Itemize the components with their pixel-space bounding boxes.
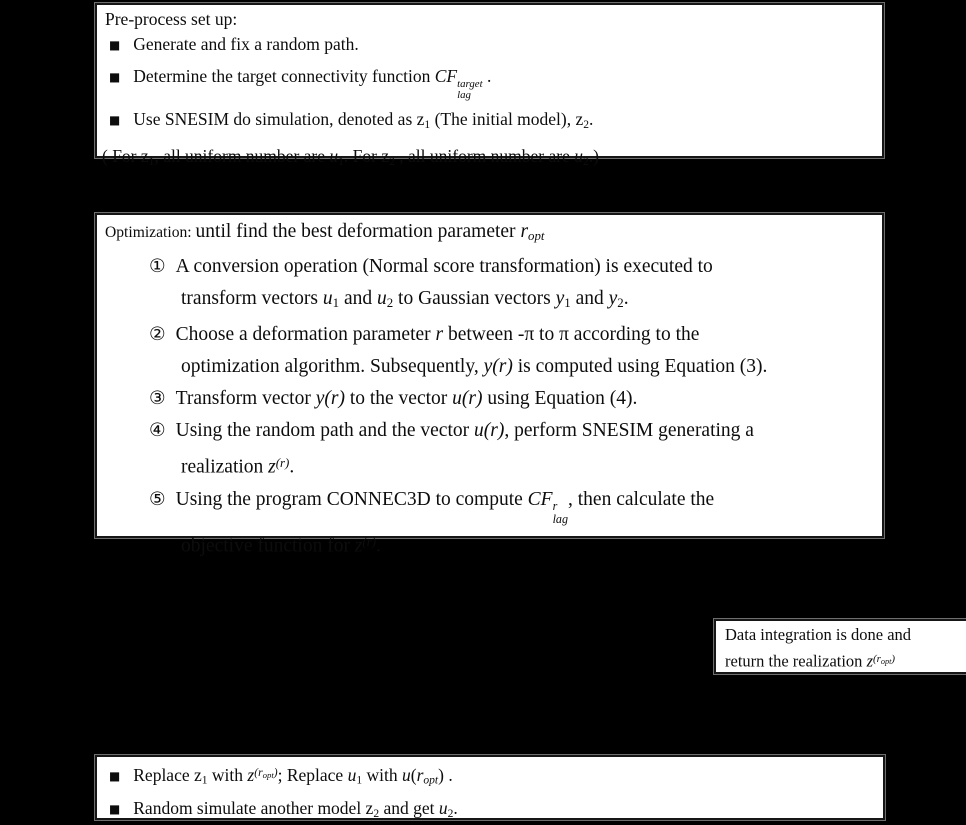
text-segment: Using the program CONNEC3D to compute — [175, 488, 528, 510]
text-segment: with — [362, 764, 402, 785]
data-integration-box — [714, 619, 966, 674]
circled-number: ② — [149, 324, 166, 346]
text-segment: 2 — [583, 118, 590, 131]
text-segment: 1 — [332, 296, 340, 311]
text-segment: u(r) — [473, 420, 505, 442]
text-segment: optimization algorithm. Subsequently, — [181, 356, 484, 378]
text-segment: 1 — [338, 155, 344, 168]
text-line — [97, 102, 882, 142]
text-segment: . — [453, 797, 458, 818]
square-bullet-icon: ■ — [109, 38, 121, 53]
text-segment: Replace z — [133, 764, 202, 785]
text-segment: until find the best deformation parameter — [195, 221, 521, 242]
circled-number: ⑤ — [149, 488, 166, 510]
text-segment: u — [329, 145, 339, 166]
text-line — [97, 351, 882, 383]
text-segment: objective function for — [181, 535, 355, 557]
square-bullet-icon: ■ — [109, 70, 121, 85]
text-segment: to Gaussian vectors — [393, 288, 556, 310]
text-segment: u(r) — [452, 388, 483, 410]
text-segment: using Equation (4). — [482, 388, 638, 410]
text-segment: 2 — [386, 296, 394, 311]
text-segment: return the realization — [725, 651, 867, 671]
text-segment: (r — [254, 767, 263, 779]
text-segment: and — [570, 288, 609, 310]
text-segment: 1 — [424, 118, 431, 131]
text-segment: Use SNESIM do simulation, denoted as z — [133, 109, 425, 130]
text-segment: u — [574, 145, 583, 166]
text-segment: ; Replace — [277, 764, 348, 785]
text-segment: 2 — [373, 807, 380, 820]
text-line — [97, 795, 883, 825]
text-segment: (The initial model), z — [430, 109, 584, 130]
text-segment: . For z — [343, 145, 390, 166]
text-segment: , perform SNESIM generating a — [504, 420, 754, 442]
text-segment: r — [520, 221, 529, 242]
text-segment: opt — [528, 229, 545, 244]
text-segment: z — [268, 456, 276, 478]
text-line — [725, 647, 966, 674]
text-line — [97, 217, 882, 251]
text-line — [97, 484, 882, 526]
text-segment: between -π to π according to the — [443, 324, 700, 346]
text-line — [97, 7, 882, 32]
text-segment: 2 — [617, 296, 624, 311]
text-segment: r — [416, 764, 424, 785]
math-subsup-stack: target lag — [457, 77, 483, 102]
text-segment: opt — [880, 656, 892, 666]
circled-number: ① — [149, 256, 166, 278]
text-segment: CF — [434, 66, 458, 87]
text-segment: . — [589, 109, 594, 130]
text-segment: . — [289, 456, 295, 478]
text-segment: y(r) — [315, 388, 345, 410]
text-segment: y(r) — [483, 356, 513, 378]
text-segment: ( For z — [102, 145, 149, 166]
preprocess-box — [95, 3, 884, 168]
text-segment: .) — [588, 145, 599, 166]
text-segment: opt — [423, 774, 439, 787]
text-segment: , all uniform number are — [154, 145, 330, 166]
text-segment: (r) — [362, 534, 376, 549]
text-segment: z — [247, 764, 255, 785]
text-segment: and get — [379, 797, 439, 818]
text-line — [725, 623, 966, 647]
text-segment: Determine the target connectivity function — [133, 66, 435, 87]
text-segment: CF — [527, 488, 553, 510]
square-bullet-icon: ■ — [109, 113, 121, 128]
square-bullet-icon: ■ — [109, 801, 121, 816]
text-segment: Using the random path and the vector — [175, 420, 474, 442]
text-segment: realization — [181, 456, 269, 478]
text-segment: Random simulate another model z — [133, 797, 374, 818]
text-segment: , all uniform number are — [394, 145, 575, 166]
text-segment: Choose a deformation parameter — [175, 324, 436, 346]
text-segment: u — [322, 288, 333, 310]
text-segment: y — [608, 288, 618, 310]
text-line — [97, 32, 882, 58]
text-segment: opt — [262, 770, 274, 781]
text-segment: Optimization: — [105, 224, 196, 241]
text-segment: u — [438, 797, 448, 818]
text-line — [97, 251, 882, 283]
replace-update-box — [95, 755, 885, 820]
text-line — [97, 319, 882, 351]
text-segment: 1 — [148, 155, 155, 168]
circled-number: ③ — [149, 388, 166, 410]
text-segment: transform vectors — [181, 288, 323, 310]
text-segment: u — [347, 764, 357, 785]
text-segment: z — [354, 535, 363, 557]
text-segment: Transform vector — [175, 388, 316, 410]
text-segment: 1 — [564, 296, 571, 311]
text-line — [97, 283, 882, 319]
text-segment: and — [339, 288, 377, 310]
text-segment: . — [376, 535, 381, 557]
text-segment: 2 — [582, 155, 589, 168]
text-segment: is computed using Equation (3). — [512, 356, 768, 378]
text-segment: u — [401, 764, 411, 785]
text-segment: A conversion operation (Normal score transformation) is executed to — [175, 256, 713, 278]
text-segment: . — [482, 66, 492, 87]
math-subsup-stack: r lag — [552, 498, 569, 526]
text-segment: ) . — [438, 764, 453, 785]
text-line — [97, 58, 882, 102]
text-segment: (r — [872, 653, 881, 665]
text-segment: y — [555, 288, 565, 310]
text-segment: ) — [891, 653, 896, 665]
text-line — [97, 142, 882, 176]
text-segment: with — [207, 764, 248, 785]
text-segment: z — [866, 651, 873, 671]
text-segment: , then calculate the — [568, 488, 715, 510]
text-segment: ( — [410, 764, 417, 785]
text-segment: 1 — [201, 774, 208, 787]
text-segment: ) — [273, 767, 278, 779]
text-segment: Generate and fix a random path. — [133, 34, 359, 54]
text-line — [97, 415, 882, 447]
text-segment: 2 — [389, 155, 395, 168]
text-segment: r — [435, 324, 444, 346]
text-segment: Data integration is done and — [725, 625, 912, 644]
text-segment: to the vector — [344, 388, 453, 410]
text-segment: 1 — [356, 774, 363, 787]
optimization-box — [95, 213, 884, 557]
text-segment: Pre-process set up: — [105, 9, 238, 29]
text-segment: u — [376, 288, 387, 310]
text-segment: (r) — [275, 456, 290, 471]
text-line — [97, 447, 882, 483]
text-line — [97, 383, 882, 415]
text-segment: 2 — [447, 807, 454, 820]
text-line — [97, 526, 882, 562]
circled-number: ④ — [149, 420, 166, 442]
square-bullet-icon: ■ — [109, 768, 121, 783]
text-line — [97, 760, 883, 795]
text-segment: . — [623, 288, 629, 310]
